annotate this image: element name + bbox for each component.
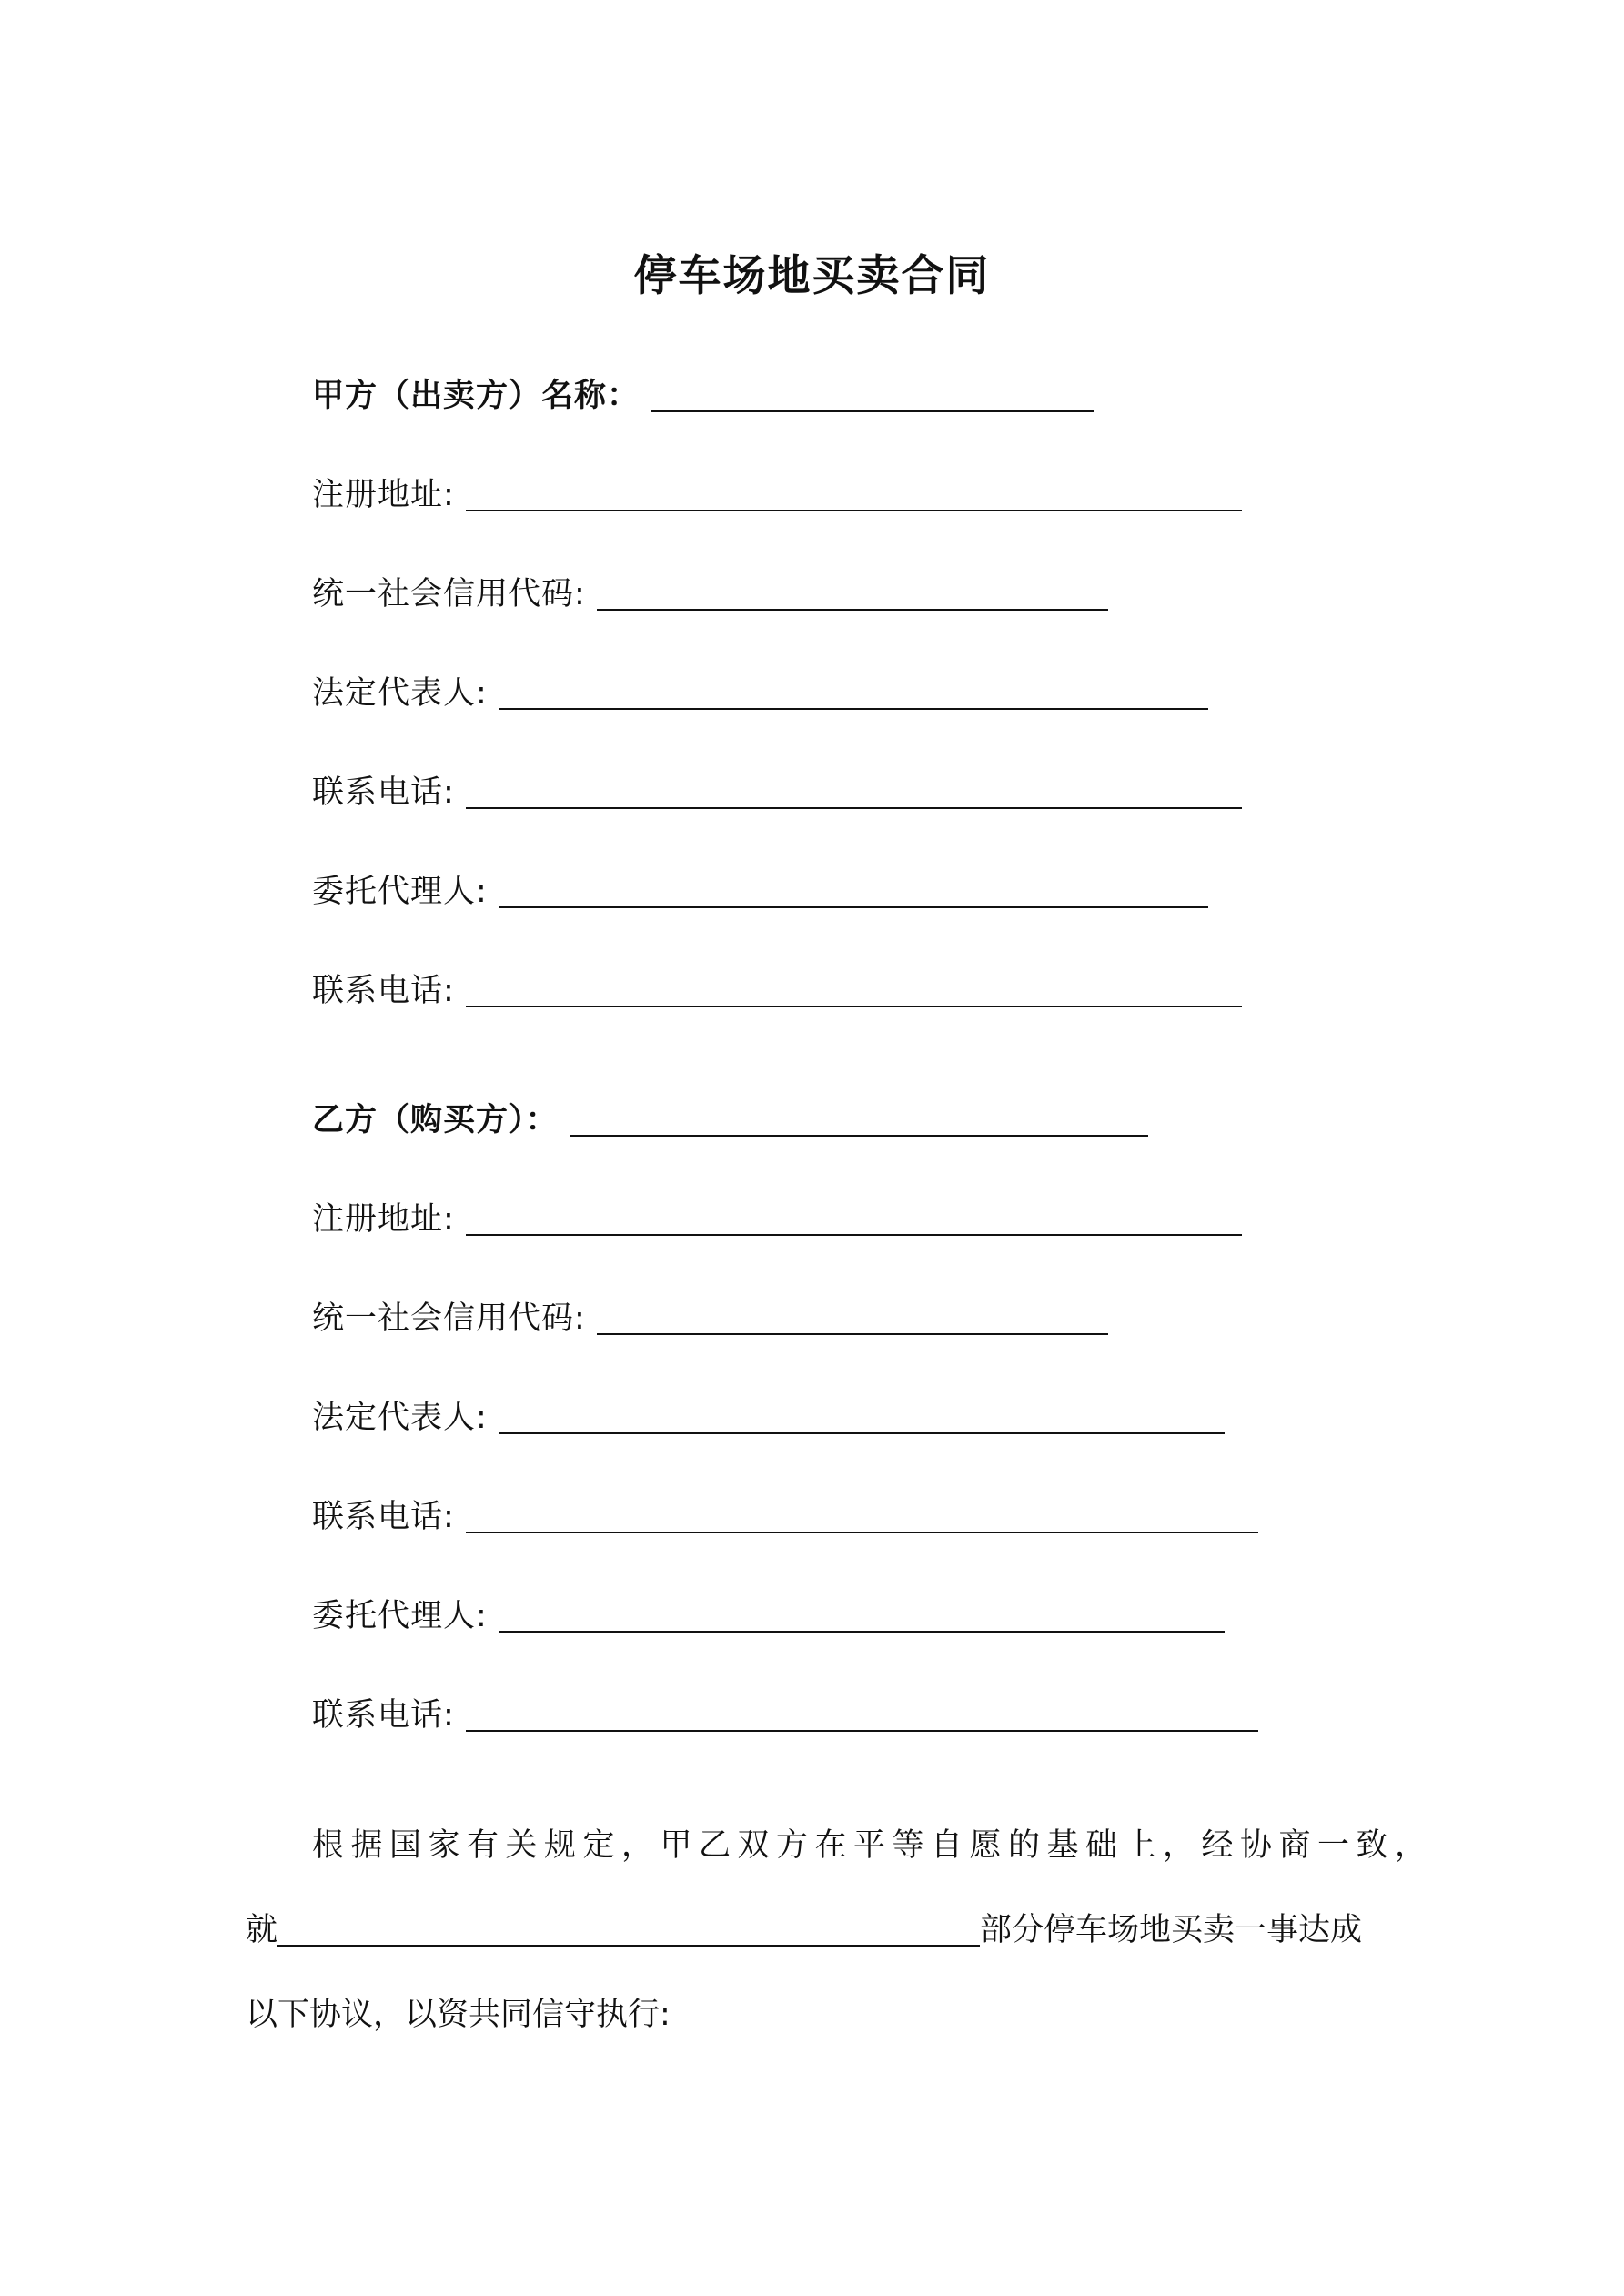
- party-b-agent-blank[interactable]: [499, 1631, 1225, 1633]
- preamble-subject-blank[interactable]: [277, 1945, 980, 1947]
- party-a-name-blank[interactable]: [651, 410, 1094, 412]
- party-a-agent-blank[interactable]: [499, 906, 1208, 908]
- party-b-address-label: 注册地址:: [312, 1201, 455, 1238]
- party-b-legal-rep-blank[interactable]: [499, 1432, 1225, 1434]
- party-b-name-label: 乙方（购买方）：: [312, 1102, 559, 1138]
- party-b-legal-rep-field: [312, 1395, 1225, 1441]
- party-a-credit-code-blank[interactable]: [597, 609, 1108, 611]
- party-b-credit-code-label: 统一社会信用代码:: [312, 1300, 586, 1337]
- party-b-credit-code-field: [312, 1296, 1108, 1341]
- preamble-text-3: 以下协议，以资共同信守执行:: [246, 1997, 671, 2033]
- preamble-prefix: 就: [246, 1912, 278, 1948]
- party-a-address-blank[interactable]: [466, 510, 1242, 511]
- party-b-credit-code-blank[interactable]: [597, 1333, 1108, 1335]
- page-title: 停车场地买卖合同: [633, 251, 991, 301]
- party-b-address-field: [312, 1197, 1242, 1242]
- party-a-address-label: 注册地址:: [312, 477, 455, 513]
- party-b-name-blank[interactable]: [570, 1135, 1148, 1137]
- party-a-phone-label: 联系电话:: [312, 774, 455, 811]
- party-a-credit-code-field: [312, 571, 1108, 617]
- party-a-address-field: [312, 472, 1242, 518]
- preamble-line-2: [246, 1907, 1387, 1953]
- party-b-legal-rep-label: 法定代表人:: [312, 1400, 488, 1436]
- party-a-legal-rep-label: 法定代表人:: [312, 675, 488, 712]
- party-b-phone-blank[interactable]: [466, 1532, 1258, 1533]
- party-a-agent-label: 委托代理人:: [312, 874, 488, 910]
- party-b-agent-phone-label: 联系电话:: [312, 1697, 455, 1734]
- party-a-credit-code-label: 统一社会信用代码:: [312, 576, 586, 612]
- party-a-legal-rep-blank[interactable]: [499, 708, 1208, 710]
- party-b-phone-label: 联系电话:: [312, 1499, 455, 1535]
- party-a-agent-phone-field: [312, 968, 1242, 1014]
- party-b-name-field: [312, 1097, 1148, 1143]
- party-a-legal-rep-field: [312, 671, 1208, 716]
- party-b-agent-phone-field: [312, 1693, 1258, 1738]
- party-a-phone-field: [312, 770, 1242, 815]
- party-a-phone-blank[interactable]: [466, 807, 1242, 809]
- party-a-name-label: 甲方（出卖方）名称：: [312, 378, 641, 414]
- preamble-line-1: [312, 1823, 1434, 1868]
- party-a-agent-field: [312, 869, 1208, 915]
- party-a-agent-phone-label: 联系电话:: [312, 973, 455, 1009]
- party-b-address-blank[interactable]: [466, 1234, 1242, 1236]
- party-b-agent-phone-blank[interactable]: [466, 1730, 1258, 1732]
- preamble-suffix: 部分停车场地买卖一事达成: [980, 1912, 1363, 1948]
- party-b-phone-field: [312, 1494, 1258, 1540]
- party-b-agent-field: [312, 1593, 1225, 1639]
- preamble-line-3: [246, 1992, 671, 2038]
- preamble-text-1: 根据国家有关规定，甲乙双方在平等自愿的基础上，经协商一致，: [312, 1827, 1434, 1864]
- party-a-agent-phone-blank[interactable]: [466, 1006, 1242, 1007]
- party-b-agent-label: 委托代理人:: [312, 1598, 488, 1634]
- party-a-name-field: [312, 373, 1094, 419]
